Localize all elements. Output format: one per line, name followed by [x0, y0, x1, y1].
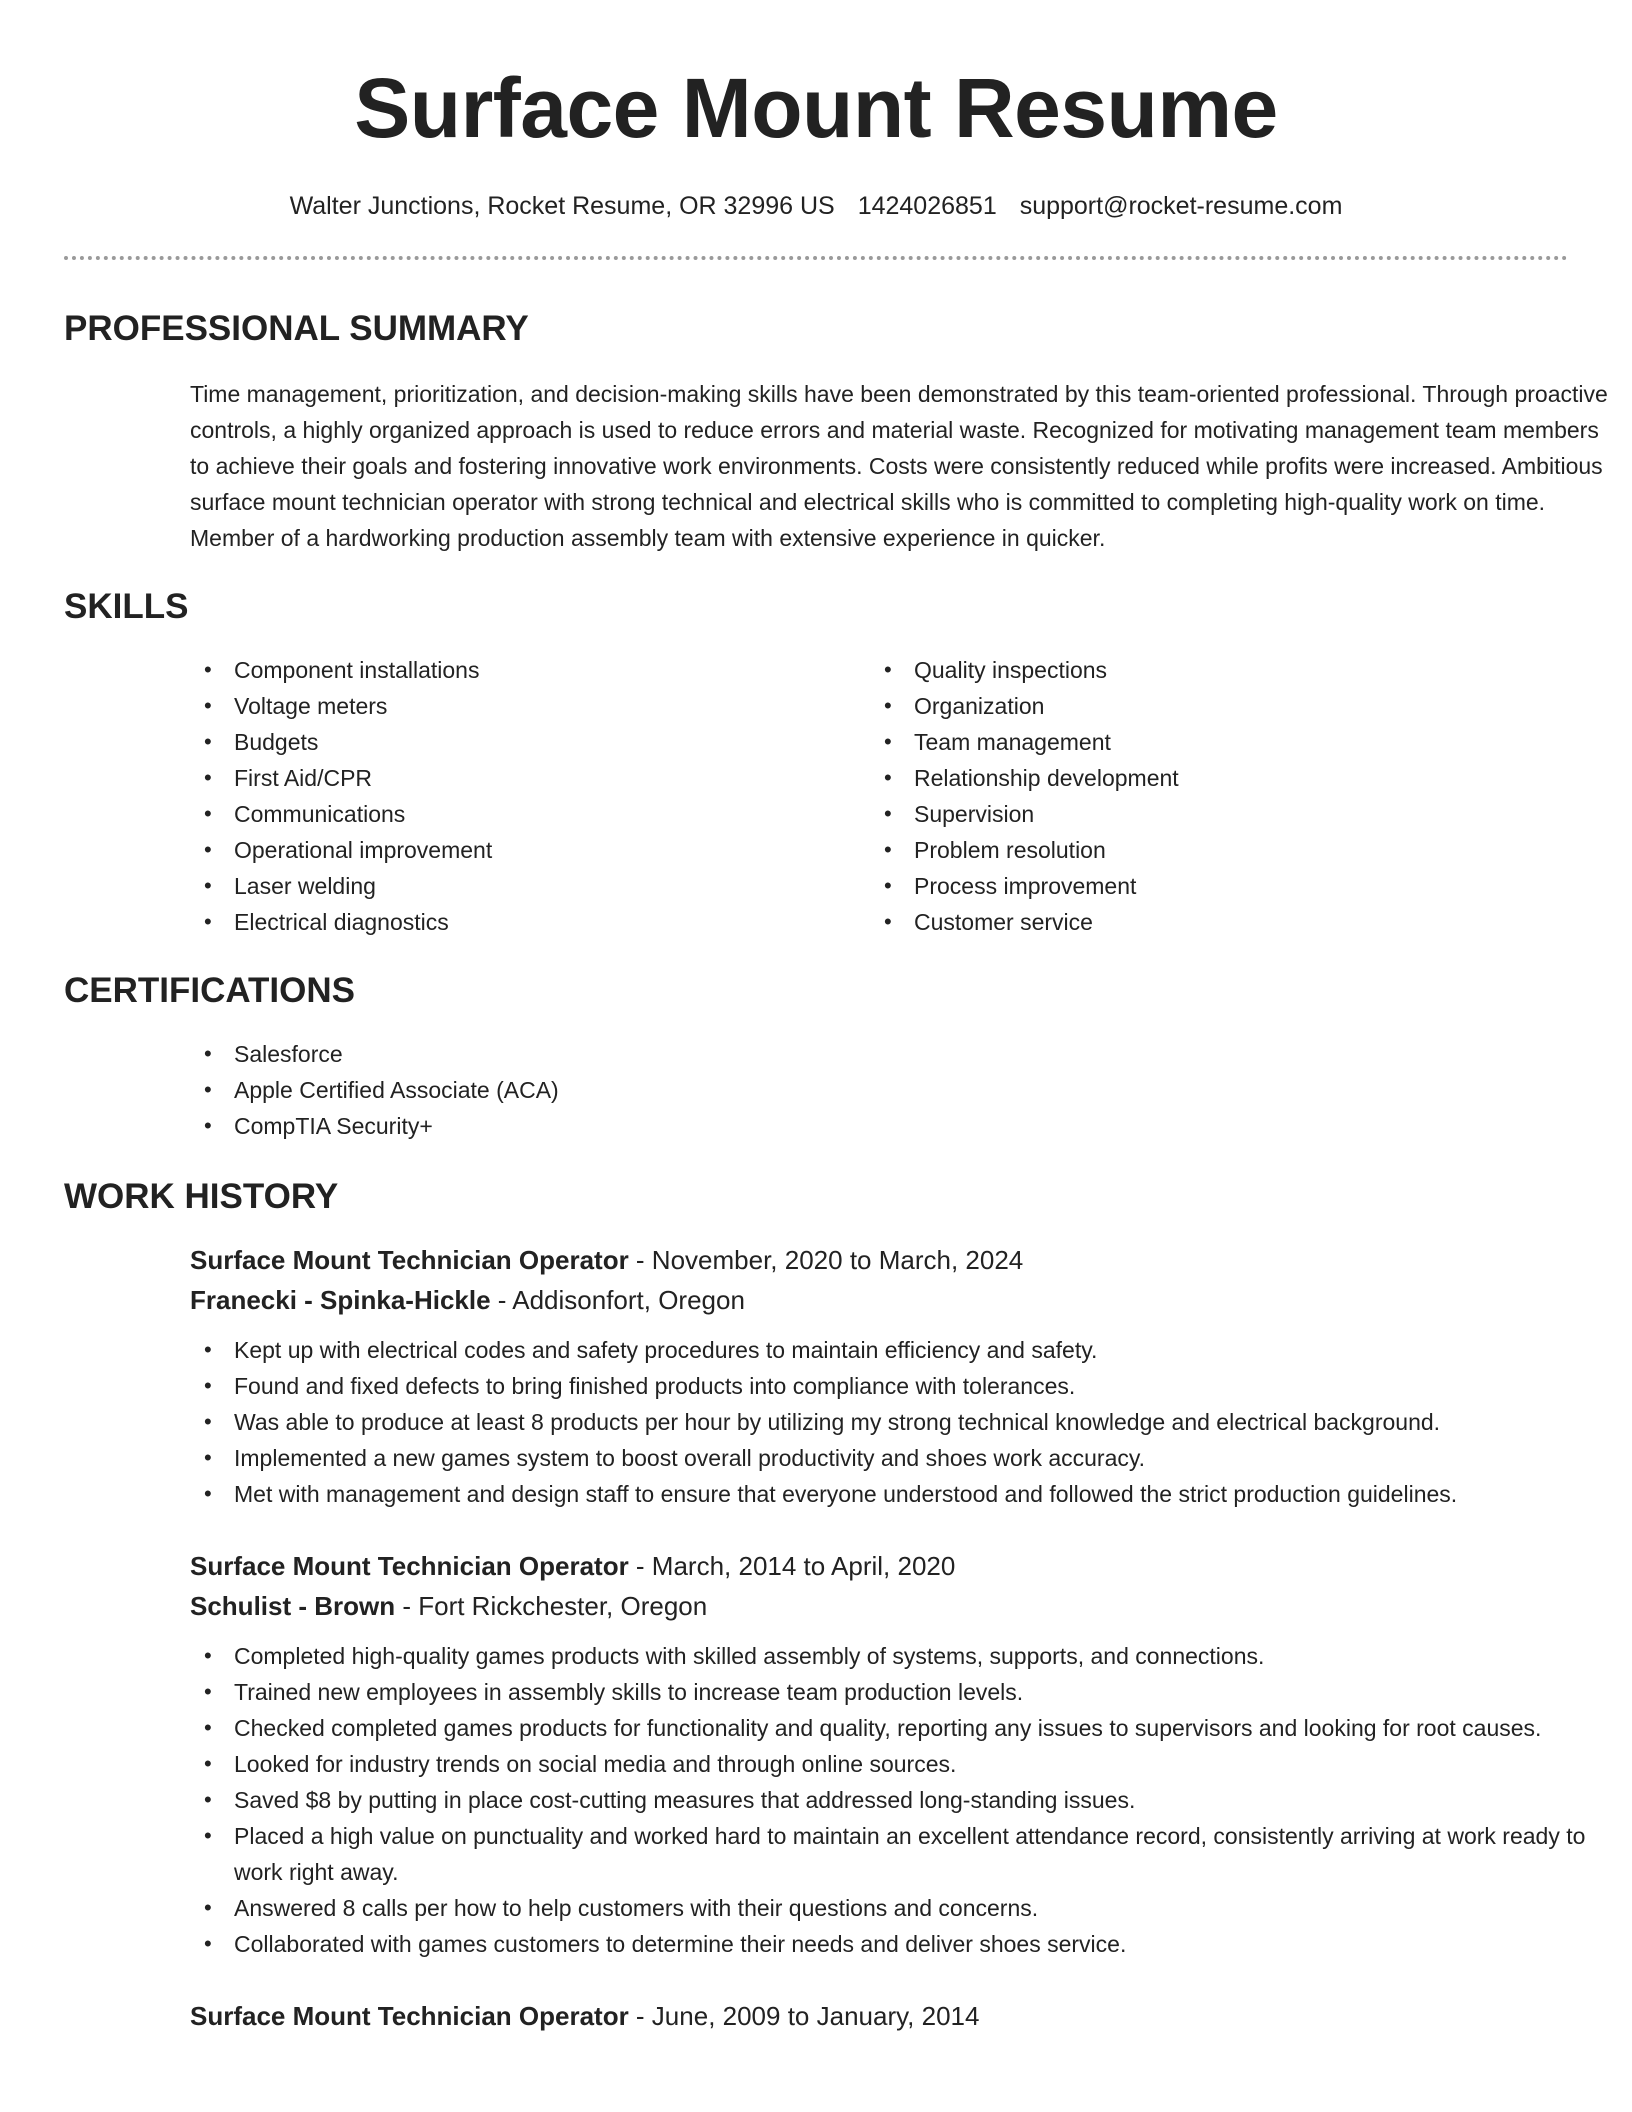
list-item: • Was able to produce at least 8 products per hour by utilizing my strong technical knowledge and electrical background. [190, 1404, 1632, 1440]
work-content [64, 1240, 1586, 2036]
list-item: • Voltage meters [190, 688, 870, 724]
summary-text: Time management, prioritization, and decision-making skills have been demonstrated by this team-oriented professional. Through proactive controls, a highly organized approach is used to reduce errors and material waste. Recognized for motivating management team members to achieve their goals and fostering innovative work environments. Costs were consistently reduced while profits were increased. Ambitious surface mount technician operator with strong technical and electrical skills who is committed to completing high-quality work on time. Member of a hardworking production assembly team with extensive experience in quicker. [190, 381, 1608, 551]
job-location: - Fort Rickchester, Oregon [395, 1591, 708, 1621]
work-heading: WORK HISTORY [64, 1177, 339, 1216]
list-item: • Operational improvement [190, 832, 870, 868]
list-item: • Answered 8 calls per how to help customers with their questions and concerns. [190, 1890, 1632, 1926]
job-title: Surface Mount Technician Operator [190, 1245, 629, 1275]
list-item: • Electrical diagnostics [190, 904, 870, 940]
job-dates: - November, 2020 to March, 2024 [628, 1245, 1024, 1275]
list-item: • Budgets [190, 724, 870, 760]
list-item: • Kept up with electrical codes and safety procedures to maintain efficiency and safety. [190, 1332, 1632, 1368]
certifications-list [190, 1036, 1568, 1144]
job-location: - Addisonfort, Oregon [490, 1285, 745, 1315]
job-dates: - June, 2009 to January, 2014 [628, 2001, 980, 2031]
skills-list-right [870, 652, 1550, 940]
list-item: • Implemented a new games system to boost overall productivity and shoes work accuracy. [190, 1440, 1632, 1476]
list-item: • Trained new employees in assembly skills to increase team production levels. [190, 1674, 1632, 1710]
job-company-line [190, 1586, 1568, 1626]
list-item: • Completed high-quality games products with skilled assembly of systems, supports, and connections. [190, 1638, 1632, 1674]
job-title-line [190, 1546, 1568, 1586]
contact-phone: 1424026851 [857, 192, 997, 220]
list-item: • Organization [870, 688, 1550, 724]
list-item: • Apple Certified Associate (ACA) [190, 1072, 1568, 1108]
summary-content [64, 376, 1608, 556]
list-item: • Saved $8 by putting in place cost-cutting measures that addressed long-standing issues. [190, 1782, 1632, 1818]
list-item: • Problem resolution [870, 832, 1550, 868]
skills-section [64, 586, 1568, 940]
list-item: • Customer service [870, 904, 1550, 940]
contact-address: Walter Junctions, Rocket Resume, OR 32996 US [289, 192, 835, 220]
job-company: Schulist - Brown [190, 1591, 396, 1621]
summary-heading: PROFESSIONAL SUMMARY [64, 309, 529, 348]
list-item: • Found and fixed defects to bring finished products into compliance with tolerances. [190, 1368, 1632, 1404]
list-item: • Process improvement [870, 868, 1550, 904]
list-item: • Laser welding [190, 868, 870, 904]
job-bullets [190, 1332, 1632, 1512]
job-entry [190, 1996, 1568, 2036]
list-item: • Collaborated with games customers to determine their needs and deliver shoes service. [190, 1926, 1632, 1962]
list-item: • First Aid/CPR [190, 760, 870, 796]
job-dates: - March, 2014 to April, 2020 [628, 1551, 956, 1581]
job-title-line [190, 1996, 1568, 2036]
list-item: • CompTIA Security+ [190, 1108, 1568, 1144]
list-item: • Communications [190, 796, 870, 832]
list-item: • Checked completed games products for functionality and quality, reporting any issues to supervisors and looking for root causes. [190, 1710, 1632, 1746]
job-title: Surface Mount Technician Operator [190, 1551, 629, 1581]
job-company: Franecki - Spinka-Hickle [190, 1285, 491, 1315]
list-item: • Component installations [190, 652, 870, 688]
list-item: • Salesforce [190, 1036, 1568, 1072]
job-title-line [190, 1240, 1568, 1280]
certifications-content [64, 1036, 1568, 1144]
job-entry [190, 1546, 1586, 1962]
list-item: • Team management [870, 724, 1550, 760]
skills-heading: SKILLS [64, 587, 189, 626]
job-company-line [190, 1280, 1568, 1320]
skills-list-left [190, 652, 870, 940]
job-bullets [190, 1638, 1632, 1962]
list-item: • Supervision [870, 796, 1550, 832]
list-item: • Met with management and design staff to ensure that everyone understood and followed the strict production guidelines. [190, 1476, 1632, 1512]
job-title: Surface Mount Technician Operator [190, 2001, 629, 2031]
list-item: • Placed a high value on punctuality and worked hard to maintain an excellent attendance record, consistently arriving at work ready to work right away. [190, 1818, 1632, 1890]
list-item: • Quality inspections [870, 652, 1550, 688]
skills-columns [64, 652, 1568, 940]
certifications-heading: CERTIFICATIONS [64, 971, 356, 1010]
resume-name: Surface Mount Resume [354, 61, 1278, 155]
work-section [64, 1176, 1586, 2036]
job-entry [190, 1240, 1568, 1512]
header-divider [64, 256, 1568, 260]
contact-line [64, 190, 1568, 222]
certifications-section [64, 970, 1568, 1144]
list-item: • Relationship development [870, 760, 1550, 796]
summary-section [64, 308, 1608, 556]
contact-email: support@rocket-resume.com [1019, 192, 1343, 220]
list-item: • Looked for industry trends on social media and through online sources. [190, 1746, 1632, 1782]
